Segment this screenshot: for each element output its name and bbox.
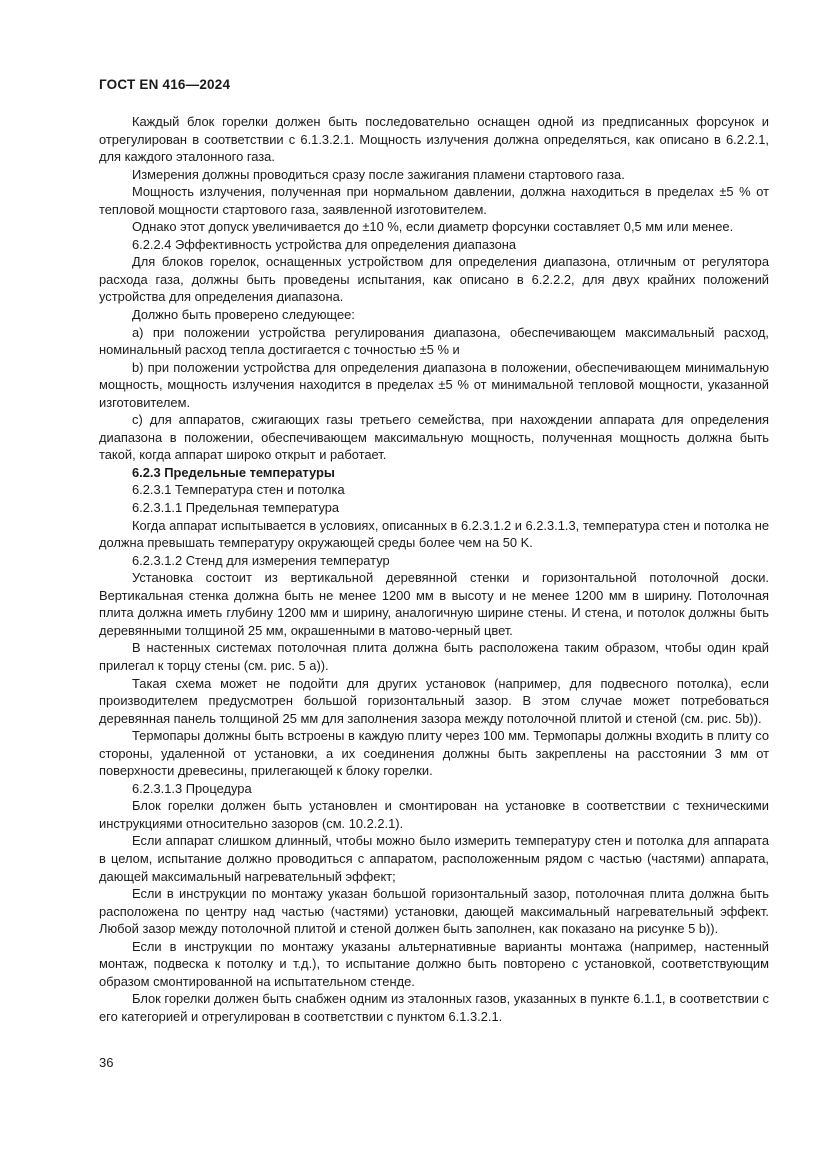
paragraph: Такая схема может не подойти для других установок (например, для подвесного потолка), если производителем предусмотрен большой горизонтальный зазор. В этом случае может потребоваться деревянная панель толщиной 25 мм для заполнения зазора между потолочной плитой и стеной (см. рис. 5b)). <box>99 675 769 726</box>
paragraph: Если в инструкции по монтажу указан большой горизонтальный зазор, потолочная плита должна быть расположена по центру над частью (частями) установки, дающей максимальный нагревательный эффект. Любой зазор между потолочной плитой и стеной должен быть заполнен, как показано на рисунке 5 b)). <box>99 886 769 937</box>
paragraph: Измерения должны проводиться сразу после зажигания пламени стартового газа. <box>132 166 625 182</box>
paragraph: Если аппарат слишком длинный, чтобы можно было измерить температуру стен и потолка для аппарата в целом, испытание должно проводиться с аппаратом, расположенным рядом с частью (частями) аппарата, дающей максимальный нагревательный эффект; <box>99 833 769 884</box>
paragraph: Если в инструкции по монтажу указаны альтернативные варианты монтажа (например, настенный монтаж, подвеска к потолку и т.д.), то испытание должно быть повторено с установкой, соответствующим образом смонтированной на испытательном стенде. <box>99 938 769 989</box>
paragraph: Однако этот допуск увеличивается до ±10 %, если диаметр форсунки составляет 0,5 мм или менее. <box>132 219 734 235</box>
paragraph: Когда аппарат испытывается в условиях, описанных в 6.2.3.1.2 и 6.2.3.1.3, температура стен и потолка не должна превышать температуру окружающей среды более чем на 50 K. <box>99 517 769 551</box>
paragraph: В настенных системах потолочная плита должна быть расположена таким образом, чтобы один край прилегал к торцу стены (см. рис. 5 а)). <box>99 640 769 673</box>
document-header: ГОСТ EN 416—2024 <box>99 77 231 92</box>
subsection-heading: 6.2.2.4 Эффективность устройства для определения диапазона <box>132 236 517 252</box>
list-item: a) при положении устройства регулирования диапазона, обеспечивающем максимальный расход, номинальный расход тепла достигается с точностью ±5 % и <box>99 324 769 358</box>
paragraph: Должно быть проверено следующее: <box>132 307 355 323</box>
document-body <box>99 113 769 1025</box>
list-item: c) для аппаратов, сжигающих газы третьего семейства, при нахождении аппарата для определения диапазона в положении, обеспечивающем максимальную мощность, полученная мощность должна быть такой, когда аппарат широко открыт и работает. <box>99 412 769 463</box>
paragraph: Термопары должны быть встроены в каждую плиту через 100 мм. Термопары должны входить в плиту со стороны, удаленной от установки, а их соединения должны быть закреплены на расстоянии 3 мм от поверхности древесины, прилегающей к блоку горелки. <box>99 728 769 779</box>
subsection-heading: 6.2.3.1.3 Процедура <box>132 780 252 796</box>
paragraph: Каждый блок горелки должен быть последовательно оснащен одной из предписанных форсунок и отрегулирован в соответствии с 6.1.3.2.1. Мощность излучения должна определяться, как описано в 6.2.2.1, для каждого эталонного газа. <box>99 114 769 165</box>
paragraph: Мощность излучения, полученная при нормальном давлении, должна находиться в пределах ±5 % от тепловой мощности стартового газа, заявленной изготовителем. <box>99 184 769 217</box>
list-item: b) при положении устройства для определения диапазона в положении, обеспечивающем минимальную мощность, мощность излучения находится в пределах ±5 % от минимальной тепловой мощности, указанной изготовителем. <box>99 359 769 410</box>
subsection-heading: 6.2.3.1 Температура стен и потолка <box>132 482 345 498</box>
page-number: 36 <box>99 1055 114 1070</box>
subsection-heading: 6.2.3.1.1 Предельная температура <box>132 500 340 516</box>
paragraph: Для блоков горелок, оснащенных устройством для определения диапазона, отличным от регулятора расхода газа, должны быть проведены испытания, как описано в 6.2.2.2, для двух крайних положений устройства для определения диапазона. <box>99 254 769 305</box>
paragraph: Установка состоит из вертикальной деревянной стенки и горизонтальной потолочной доски. Вертикальная стенка должна быть не менее 1200 мм в высоту и не менее 1200 мм в ширину. Потолочная плита должна иметь глубину 1200 мм и ширину, аналогичную ширине стены. И стена, и потолок должны быть деревянными толщиной 25 мм, окрашенными в матово-черный цвет. <box>99 570 769 638</box>
paragraph: Блок горелки должен быть установлен и смонтирован на установке в соответствии с техническими инструкциями относительно зазоров (см. 10.2.2.1). <box>99 798 769 831</box>
section-heading: 6.2.3 Предельные температуры <box>132 464 335 480</box>
subsection-heading: 6.2.3.1.2 Стенд для измерения температур <box>132 552 390 568</box>
paragraph: Блок горелки должен быть снабжен одним из эталонных газов, указанных в пункте 6.1.1, в соответствии с его категорией и отрегулирован в соответствии с пунктом 6.1.3.2.1. <box>99 991 769 1024</box>
